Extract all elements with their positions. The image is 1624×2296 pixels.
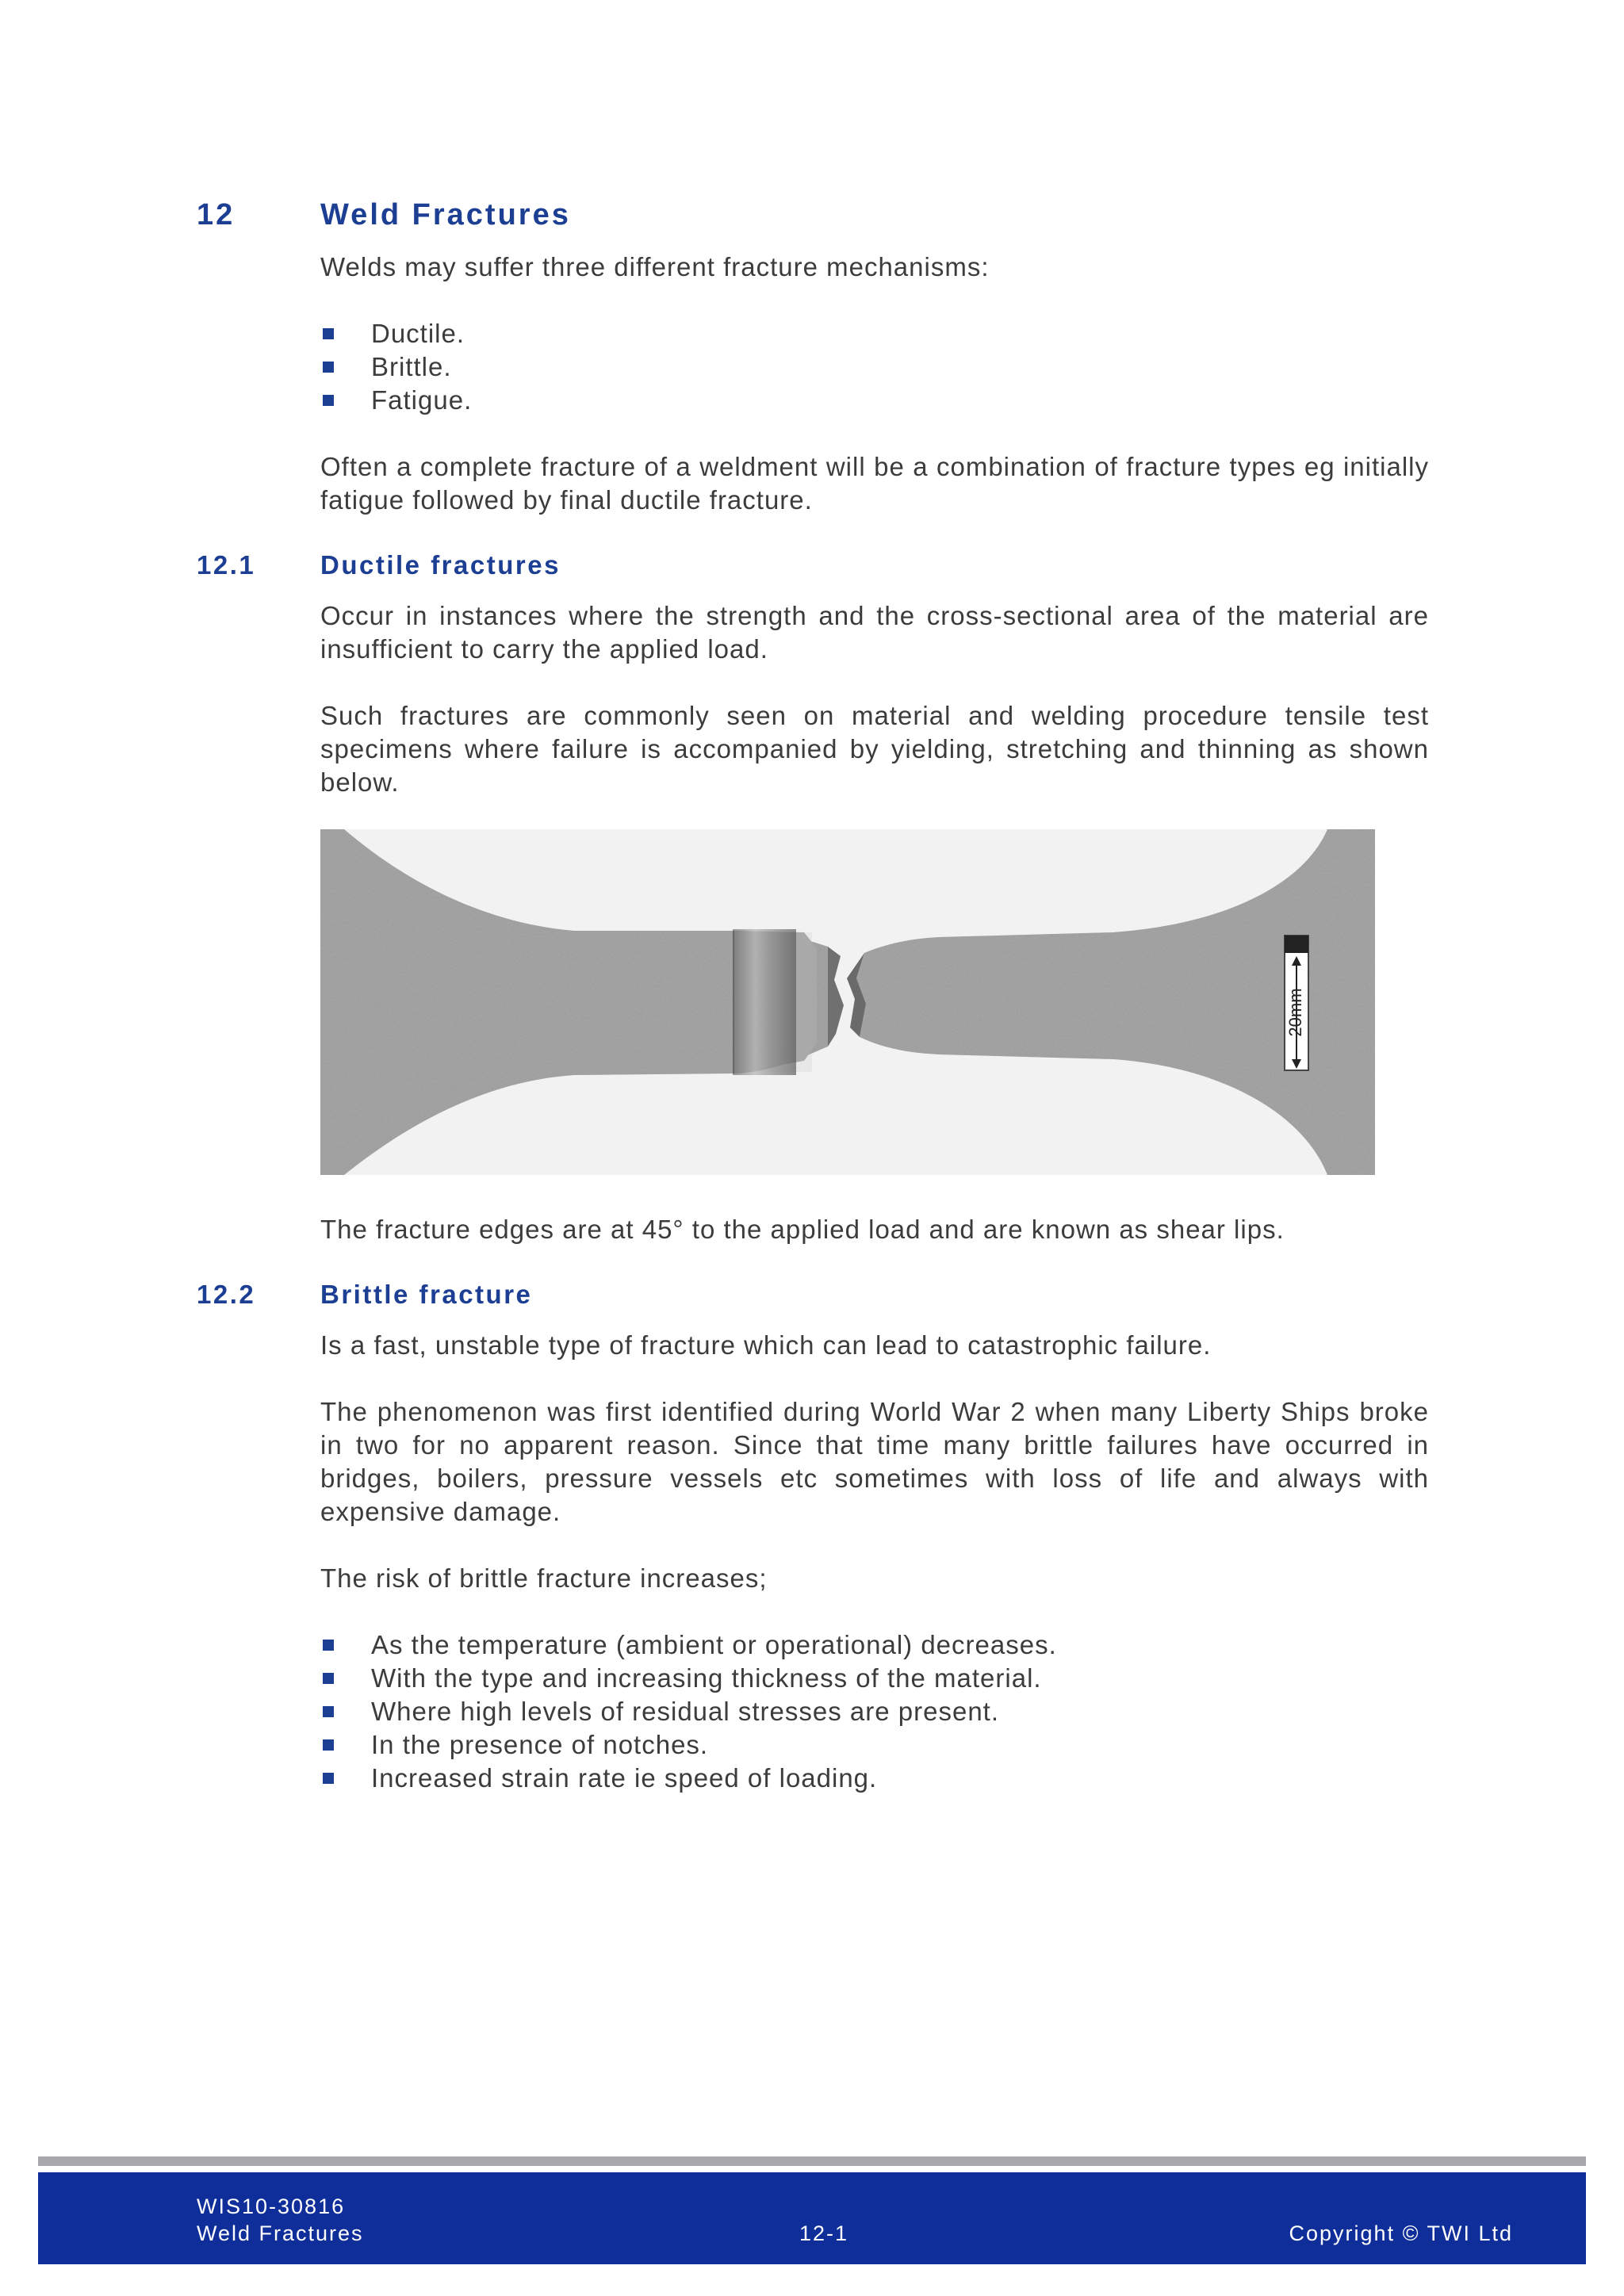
square-bullet-icon [323, 1739, 334, 1751]
footer-divider [38, 2156, 1586, 2166]
section-heading [197, 198, 571, 232]
brittle-paragraph-3: The risk of brittle fracture increases; [320, 1563, 768, 1593]
page-footer [38, 2172, 1586, 2264]
ductile-paragraph-2: Such fractures are commonly seen on material and welding procedure tensile test specimens where failure is accompanied by yielding, stretching and thinning as shown below. [320, 701, 1429, 797]
fractured-specimen-image [320, 829, 1375, 1175]
intro-paragraph: Welds may suffer three different fracture mechanisms: [320, 252, 990, 281]
square-bullet-icon [323, 362, 334, 373]
list-item: Fatigue. [320, 384, 1429, 417]
subsection-heading-ductile: 12.1 Ductile fractures [197, 550, 561, 580]
risk-list [320, 1628, 1429, 1795]
list-item: In the presence of notches. [320, 1728, 1429, 1762]
list-item: With the type and increasing thickness of the material. [320, 1662, 1429, 1695]
square-bullet-icon [323, 328, 334, 339]
footer-copyright: Copyright © TWI Ltd [1289, 2221, 1513, 2245]
list-item: As the temperature (ambient or operational) decreases. [320, 1628, 1429, 1662]
square-bullet-icon [323, 1673, 334, 1684]
list-item: Brittle. [320, 350, 1429, 384]
list-item: Ductile. [320, 317, 1429, 350]
mechanism-list [320, 317, 1429, 417]
list-item: Where high levels of residual stresses are present. [320, 1695, 1429, 1728]
section-number: 12 [197, 198, 236, 232]
combination-paragraph: Often a complete fracture of a weldment will be a combination of fracture types eg initially fatigue followed by final ductile fracture. [320, 452, 1429, 515]
subsection-heading-brittle: 12.2 Brittle fracture [197, 1280, 533, 1309]
list-item: Increased strain rate ie speed of loading. [320, 1762, 1429, 1795]
square-bullet-icon [323, 1640, 334, 1651]
scale-label: 20mm [1285, 988, 1305, 1037]
ductile-paragraph-1: Occur in instances where the strength and the cross-sectional area of the material are insufficient to carry the applied load. [320, 601, 1429, 664]
tensile-specimen-photo [320, 829, 1375, 1175]
square-bullet-icon [323, 1773, 334, 1784]
square-bullet-icon [323, 395, 334, 406]
shear-lips-caption: The fracture edges are at 45° to the applied load and are known as shear lips. [320, 1215, 1285, 1244]
footer-doc-title: Weld Fractures [197, 2221, 364, 2245]
footer-page-number: 12-1 [799, 2221, 849, 2245]
brittle-paragraph-2: The phenomenon was first identified during World War 2 when many Liberty Ships broke in two for no apparent reason. Since that time many brittle failures have occurred in bridges, boilers, pressure vessels etc sometimes with loss of life and always with expensive damage. [320, 1397, 1429, 1526]
square-bullet-icon [323, 1706, 334, 1717]
section-title: Weld Fractures [320, 198, 571, 232]
brittle-paragraph-1: Is a fast, unstable type of fracture which can lead to catastrophic failure. [320, 1330, 1212, 1360]
footer-doc-code: WIS10-30816 [197, 2195, 346, 2218]
